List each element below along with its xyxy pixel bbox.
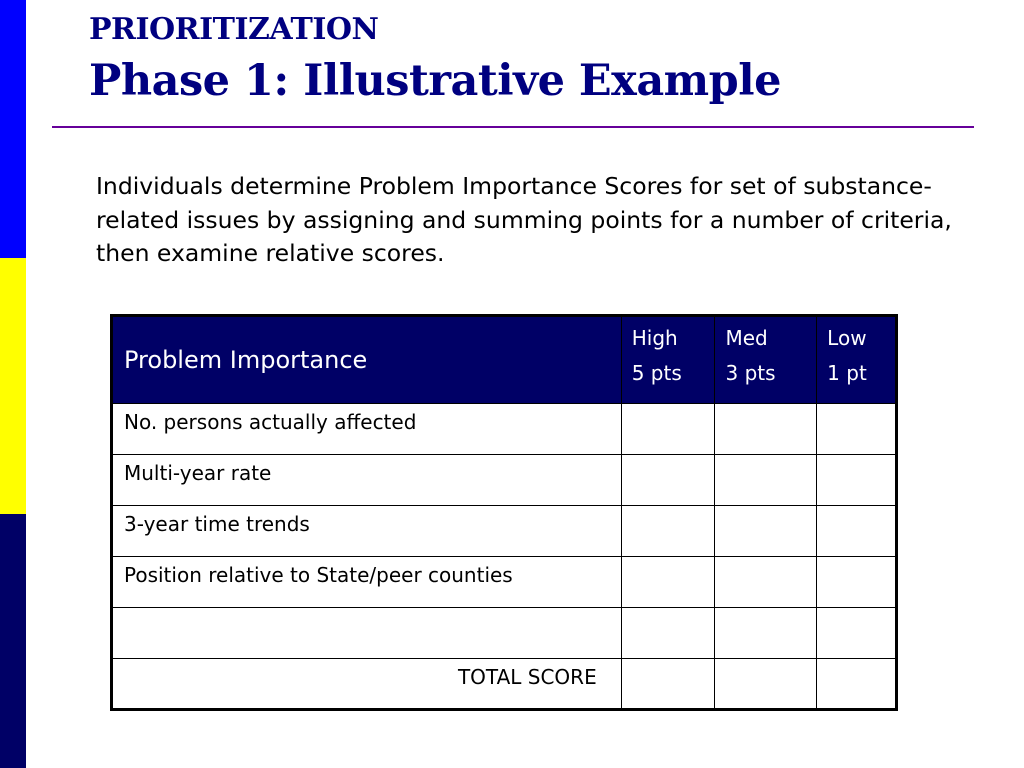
table-row: [112, 608, 897, 659]
side-bar-navy: [0, 514, 26, 768]
score-cell-high: [621, 557, 715, 608]
header-high-points: 5 pts: [631, 361, 682, 385]
header-high: [621, 316, 715, 404]
total-row: [112, 659, 897, 710]
total-cell-med: [715, 659, 817, 710]
slide-title: Phase 1: Illustrative Example: [89, 56, 781, 106]
problem-importance-table: [110, 314, 898, 711]
score-cell-low: [817, 404, 897, 455]
score-cell-med: [715, 506, 817, 557]
table-header-row: [112, 316, 897, 404]
score-cell-low: [817, 506, 897, 557]
table-row: [112, 557, 897, 608]
header-med: [715, 316, 817, 404]
score-cell-high: [621, 455, 715, 506]
header-low: [817, 316, 897, 404]
header-problem-importance: Problem Importance: [112, 316, 622, 404]
header-low-level: Low: [827, 326, 867, 350]
row-label: Multi-year rate: [112, 455, 622, 506]
table-row: [112, 404, 897, 455]
total-cell-high: [621, 659, 715, 710]
row-label: Position relative to State/peer counties: [112, 557, 622, 608]
table-row: [112, 455, 897, 506]
score-cell-med: [715, 557, 817, 608]
intro-paragraph: Individuals determine Problem Importance Scores for set of substance-related issues by assigning and summing points for a number of criteria, then examine relative scores.: [96, 172, 952, 267]
score-cell-low: [817, 557, 897, 608]
score-cell-med: [715, 455, 817, 506]
score-cell-low: [817, 455, 897, 506]
row-label: No. persons actually affected: [112, 404, 622, 455]
total-score-label: TOTAL SCORE: [112, 659, 622, 710]
header-med-level: Med: [725, 326, 768, 350]
title-divider: [52, 126, 974, 128]
score-cell-high: [621, 608, 715, 659]
score-cell-med: [715, 608, 817, 659]
total-cell-low: [817, 659, 897, 710]
row-label: 3-year time trends: [112, 506, 622, 557]
header-high-level: High: [631, 326, 678, 350]
side-bar-yellow: [0, 258, 26, 514]
slide-kicker: PRIORITIZATION: [89, 12, 379, 47]
header-low-points: 1 pt: [827, 361, 867, 385]
score-cell-low: [817, 608, 897, 659]
slide-heading: [89, 10, 781, 106]
table-row: [112, 506, 897, 557]
side-bar-blue: [0, 0, 26, 258]
score-cell-med: [715, 404, 817, 455]
score-cell-high: [621, 506, 715, 557]
row-label: [112, 608, 622, 659]
score-cell-high: [621, 404, 715, 455]
header-med-points: 3 pts: [725, 361, 776, 385]
